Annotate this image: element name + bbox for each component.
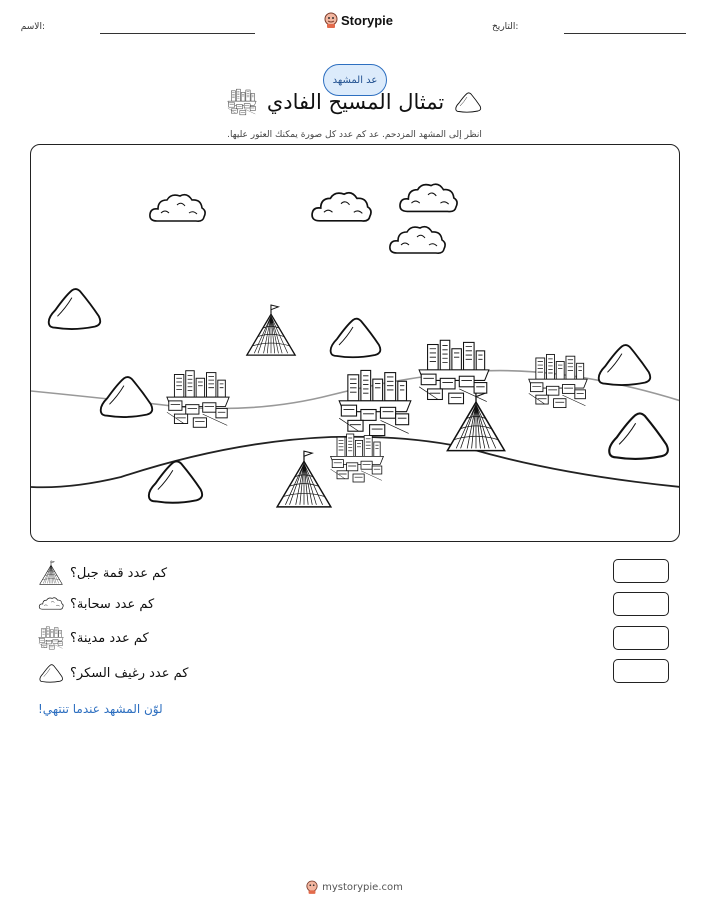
cloud-icon: [38, 595, 64, 613]
mountain-peak-icon: [247, 305, 295, 355]
site-footer: [0, 880, 709, 894]
answer-box-cloud[interactable]: [613, 592, 669, 616]
question-city: [38, 626, 149, 650]
cloud-icon: [150, 195, 205, 222]
sugarloaf-icon: [599, 345, 651, 385]
city-icon: [227, 88, 257, 116]
answer-box-mountain-peak[interactable]: [613, 559, 669, 583]
mountain-peak-icon: [277, 451, 331, 507]
activity-badge: عد المشهد: [323, 64, 387, 96]
date-line[interactable]: [564, 33, 686, 34]
question-sugarloaf: [38, 663, 189, 683]
cloud-icon: [400, 184, 457, 211]
question-text: كم عدد مدينة؟: [70, 630, 149, 646]
page-title: تمثال المسيح الفادي: [266, 90, 445, 114]
coloring-note: لوّن المشهد عندما تنتهي!: [38, 702, 163, 716]
city-icon: [38, 626, 64, 650]
counting-scene: [30, 144, 680, 542]
city-icon: [331, 434, 384, 482]
name-line[interactable]: [100, 33, 255, 34]
answer-box-sugarloaf[interactable]: [613, 659, 669, 683]
city-icon: [529, 354, 587, 407]
instructions: انظر إلى المشهد المزدحم. عد كم عدد كل صورة يمكنك العثور عليها.: [227, 130, 482, 140]
question-text: كم عدد رغيف السكر؟: [70, 665, 189, 681]
cloud-icon: [390, 227, 445, 254]
title-row: [0, 88, 709, 116]
sugarloaf-icon: [609, 413, 668, 458]
sugarloaf-icon: [49, 289, 101, 329]
sugarloaf-icon: [38, 663, 64, 683]
question-text: كم عدد سحابة؟: [70, 596, 155, 612]
site-url[interactable]: mystorypie.com: [322, 881, 403, 893]
brand-name: Storypie: [341, 12, 394, 28]
mountain-peak-icon: [38, 560, 64, 586]
name-label: الاسم:: [20, 22, 45, 32]
question-cloud: [38, 595, 154, 613]
date-label: التاريخ:: [492, 22, 519, 32]
city-icon: [167, 371, 229, 428]
brand-logo: [324, 12, 393, 28]
scene-illustration: [31, 145, 680, 542]
sugarloaf-icon: [149, 461, 202, 502]
cloud-icon: [312, 193, 371, 221]
sugarloaf-icon: [454, 91, 482, 113]
question-text: كم عدد قمة جبل؟: [70, 565, 168, 581]
sugarloaf-icon: [101, 377, 153, 417]
question-mountain-peak: [38, 560, 167, 586]
storypie-logo-icon: [306, 880, 318, 894]
answer-box-city[interactable]: [613, 626, 669, 650]
storypie-logo-icon: [324, 12, 338, 28]
sugarloaf-icon: [331, 319, 381, 358]
